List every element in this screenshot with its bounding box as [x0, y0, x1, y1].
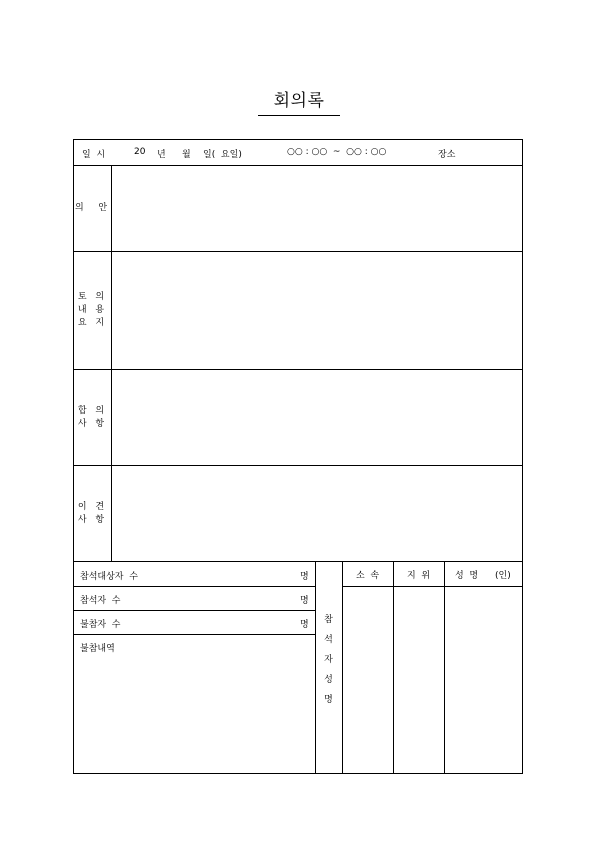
name-header: 성 명: [455, 571, 479, 581]
seal-header: (인): [495, 571, 511, 581]
discussion-row: [74, 252, 522, 370]
attendee-signature-label: 참 석 자 성 명: [324, 615, 333, 705]
target-count-label: 참석대상자 수: [80, 572, 138, 582]
discussion-label: 토 의 내 용 요 지: [77, 292, 108, 328]
time-range: ○○ : ○○ ~ ○○ : ○○: [287, 147, 387, 157]
resolution-field[interactable]: [112, 370, 522, 465]
agenda-label: 의 안: [74, 203, 111, 213]
agenda-field[interactable]: [112, 166, 522, 251]
place-label: 장소: [438, 150, 456, 160]
target-count-unit: 명: [300, 572, 309, 582]
resolution-label: 합 의 사 항: [77, 405, 108, 429]
present-count-unit: 명: [300, 596, 309, 606]
agenda-row: [74, 166, 522, 252]
absence-detail-label: 불참내역: [80, 644, 115, 654]
year-unit: 년: [157, 150, 166, 160]
date-row: [74, 140, 522, 166]
document-title: 회의록: [273, 91, 325, 111]
year-prefix: 20: [134, 147, 146, 157]
present-count-label: 참석자 수: [80, 596, 121, 606]
date-label: 일 시: [82, 150, 106, 160]
discussion-field[interactable]: [112, 252, 522, 369]
objection-label: 이 견 사 항: [77, 501, 108, 525]
title-underline: [258, 115, 340, 116]
meeting-minutes-form: [73, 139, 523, 774]
attendance-section: [74, 562, 522, 773]
month-unit: 월: [182, 150, 191, 160]
objection-field[interactable]: [112, 466, 522, 561]
position-header: 지 위: [407, 571, 431, 581]
absent-count-label: 불참자 수: [80, 620, 121, 630]
objection-row: [74, 466, 522, 562]
resolution-row: [74, 370, 522, 466]
affiliation-header: 소 속: [356, 571, 380, 581]
day-text: 일( 요일): [203, 150, 242, 160]
absent-count-unit: 명: [300, 620, 309, 630]
